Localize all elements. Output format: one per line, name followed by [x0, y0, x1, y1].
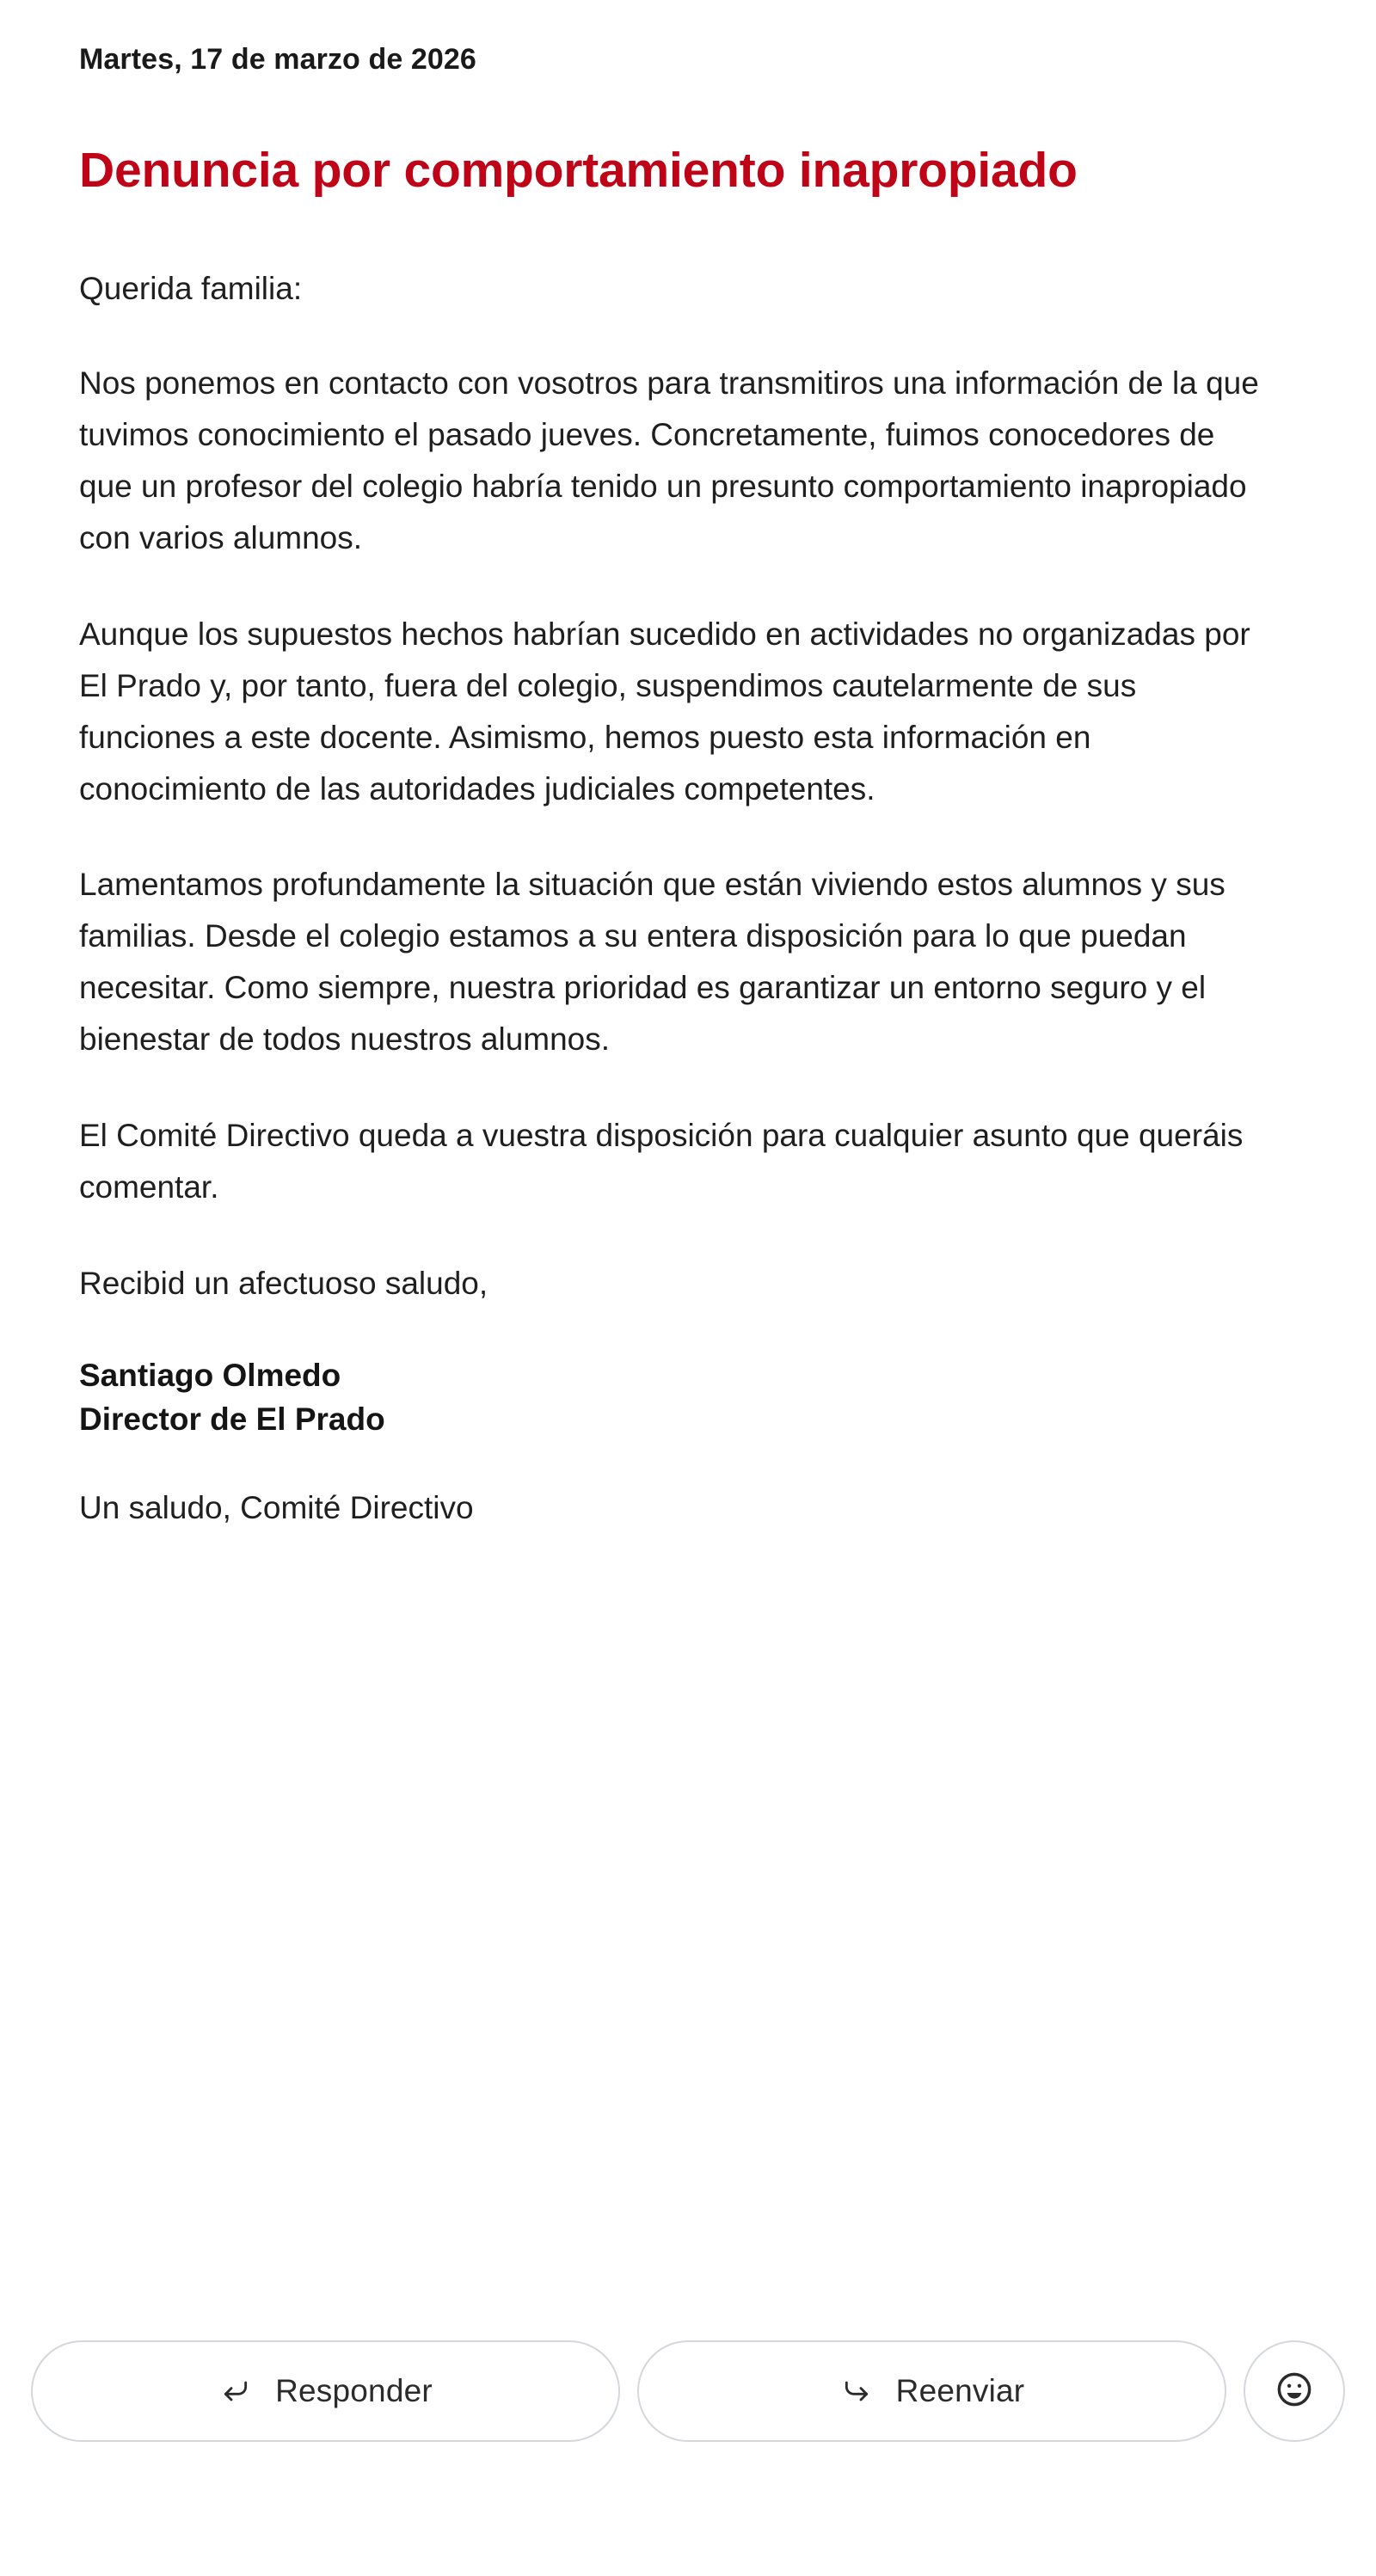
- email-paragraph-1: Nos ponemos en contacto con vosotros para transmitiros una información de la que tuvimos conocimiento el pasado jueves. Concretamente, fuimos conocedores de que un profesor del colegio habría tenido un presunto comportamiento inapropiado con varios alumnos.: [79, 365, 1259, 555]
- reply-arrow-icon: [218, 2374, 253, 2408]
- reply-button-label: Responder: [275, 2373, 433, 2408]
- email-paragraph-3: Lamentamos profundamente la situación que están viviendo estos alumnos y sus familias. Desde el colegio estamos a su entera disposición para lo que puedan necesitar. Como siempre, nuestra prioridad es garantizar un entorno seguro y el bienestar de todos nuestros alumnos.: [79, 867, 1226, 1058]
- forward-arrow-icon: [839, 2374, 874, 2408]
- email-greeting: Querida familia:: [79, 270, 303, 306]
- signature-role: Director de El Prado: [79, 1401, 385, 1438]
- signature-name: Santiago Olmedo: [79, 1358, 341, 1394]
- email-paragraph-4: El Comité Directivo queda a vuestra disposición para cualquier asunto que queráis comentar.: [79, 1118, 1244, 1205]
- forward-button-label: Reenviar: [895, 2373, 1025, 2408]
- smiley-face-icon: [1275, 2370, 1314, 2413]
- email-signature-block: [79, 1353, 1297, 1441]
- email-clipped-trailing-line: Un saludo, Comité Directivo: [79, 1490, 474, 1526]
- email-paragraph-2: Aunque los supuestos hechos habrían sucedido en actividades no organizadas por El Prado y, por tanto, fuera del colegio, suspendimos cautelarmente de sus funciones a este docente. Asimismo, hemos puesto esta información en conocimiento de las autoridades judiciales competentes.: [79, 616, 1250, 807]
- email-date-header: Martes, 17 de marzo de 2026: [79, 43, 476, 76]
- email-signoff: Recibid un afectuoso saludo,: [79, 1266, 488, 1302]
- forward-button[interactable]: [637, 2340, 1226, 2442]
- reply-button[interactable]: [31, 2340, 620, 2442]
- email-action-bar: [0, 2321, 1376, 2576]
- emoji-reaction-button[interactable]: [1244, 2340, 1345, 2442]
- email-subject-title: Denuncia por comportamiento inapropiado: [79, 142, 1078, 198]
